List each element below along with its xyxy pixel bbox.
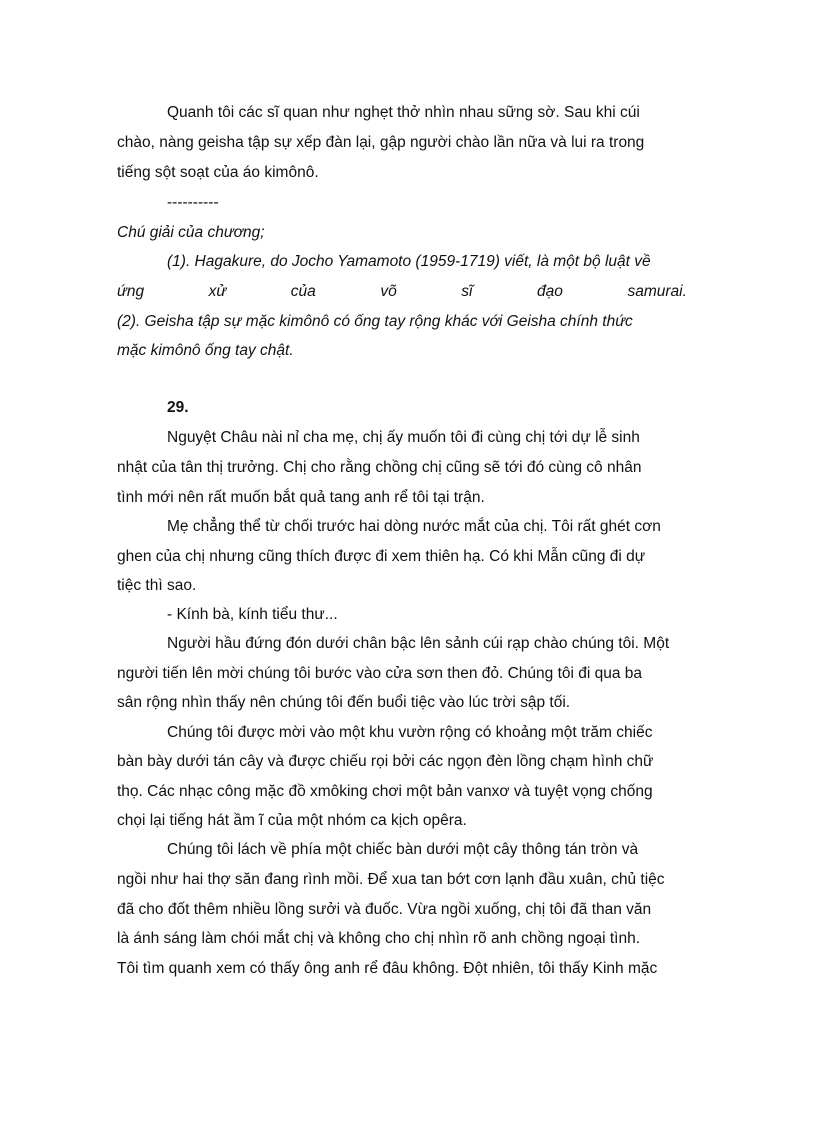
paragraph-line: bàn bày dưới tán cây và được chiếu rọi bởi các ngọn đèn lồng chạm hình chữ <box>117 753 654 770</box>
dialogue-line: - Kính bà, kính tiểu thư... <box>167 606 338 623</box>
paragraph-line: Chúng tôi được mời vào một khu vườn rộng có khoảng một trăm chiếc <box>167 724 653 741</box>
paragraph-line: thọ. Các nhạc công mặc đồ xmôking chơi một bản vanxơ và tuyệt vọng chống <box>117 783 653 800</box>
footnote-word: ứng <box>117 283 145 300</box>
footnote-word: của <box>290 283 316 300</box>
footnote-line: (1). Hagakure, do Jocho Yamamoto (1959-1719) viết, là một bộ luật về <box>167 253 651 270</box>
footnote-line: mặc kimônô ống tay chật. <box>117 342 294 359</box>
paragraph-line: tiệc thì sao. <box>117 577 197 594</box>
paragraph-line: Tôi tìm quanh xem có thấy ông anh rể đâu không. Đột nhiên, tôi thấy Kinh mặc <box>117 960 658 977</box>
paragraph-line: chào, nàng geisha tập sự xếp đàn lại, gập người chào lần nữa và lui ra trong <box>117 134 645 151</box>
paragraph-line: Mẹ chẳng thể từ chối trước hai dòng nước mắt của chị. Tôi rất ghét cơn <box>167 518 661 535</box>
paragraph-line: Người hầu đứng đón dưới chân bậc lên sảnh cúi rạp chào chúng tôi. Một <box>167 635 670 652</box>
footnote-spread-line <box>117 282 687 302</box>
footnote-word: samurai. <box>627 283 687 300</box>
paragraph-line: đã cho đốt thêm nhiều lồng sưởi và đuốc. Vừa ngồi xuống, chị tôi đã than văn <box>117 901 652 918</box>
paragraph-line: là ánh sáng làm chói mắt chị và không cho chị nhìn rõ anh chồng ngoại tình. <box>117 930 641 947</box>
paragraph-line: Nguyệt Châu nài nỉ cha mẹ, chị ấy muốn tôi đi cùng chị tới dự lễ sinh <box>167 429 640 446</box>
paragraph-line: tiếng sột soạt của áo kimônô. <box>117 164 319 181</box>
paragraph-line: ghen của chị nhưng cũng thích được đi xem thiên hạ. Có khi Mẫn cũng đi dự <box>117 548 646 565</box>
paragraph-line: chọi lại tiếng hát ầm ĩ của một nhóm ca kịch opêra. <box>117 812 467 829</box>
footnote-word: võ <box>380 283 397 300</box>
paragraph-line: Quanh tôi các sĩ quan như nghẹt thở nhìn nhau sững sờ. Sau khi cúi <box>167 104 640 121</box>
footnote-word: xử <box>208 283 227 300</box>
notes-heading: Chú giải của chương; <box>117 224 265 241</box>
paragraph-line: ngồi như hai thợ săn đang rình mồi. Để xua tan bớt cơn lạnh đầu xuân, chủ tiệc <box>117 871 665 888</box>
paragraph-line: người tiến lên mời chúng tôi bước vào cửa sơn then đỏ. Chúng tôi đi qua ba <box>117 665 643 682</box>
paragraph-line: tình mới nên rất muốn bắt quả tang anh rể tôi tại trận. <box>117 489 485 506</box>
paragraph-line: nhật của tân thị trưởng. Chị cho rằng chồng chị cũng sẽ tới đó cùng cô nhân <box>117 459 642 476</box>
separator-line: ---------- <box>167 194 219 211</box>
footnote-word: đạo <box>537 283 563 300</box>
paragraph-line: sân rộng nhìn thấy nên chúng tôi đến buổi tiệc vào lúc trời sập tối. <box>117 694 571 711</box>
chapter-heading: 29. <box>167 399 189 416</box>
footnote-word: sĩ <box>461 283 473 300</box>
paragraph-line: Chúng tôi lách về phía một chiếc bàn dưới một cây thông tán tròn và <box>167 841 639 858</box>
footnote-line: (2). Geisha tập sự mặc kimônô có ống tay rộng khác với Geisha chính thức <box>117 313 633 330</box>
